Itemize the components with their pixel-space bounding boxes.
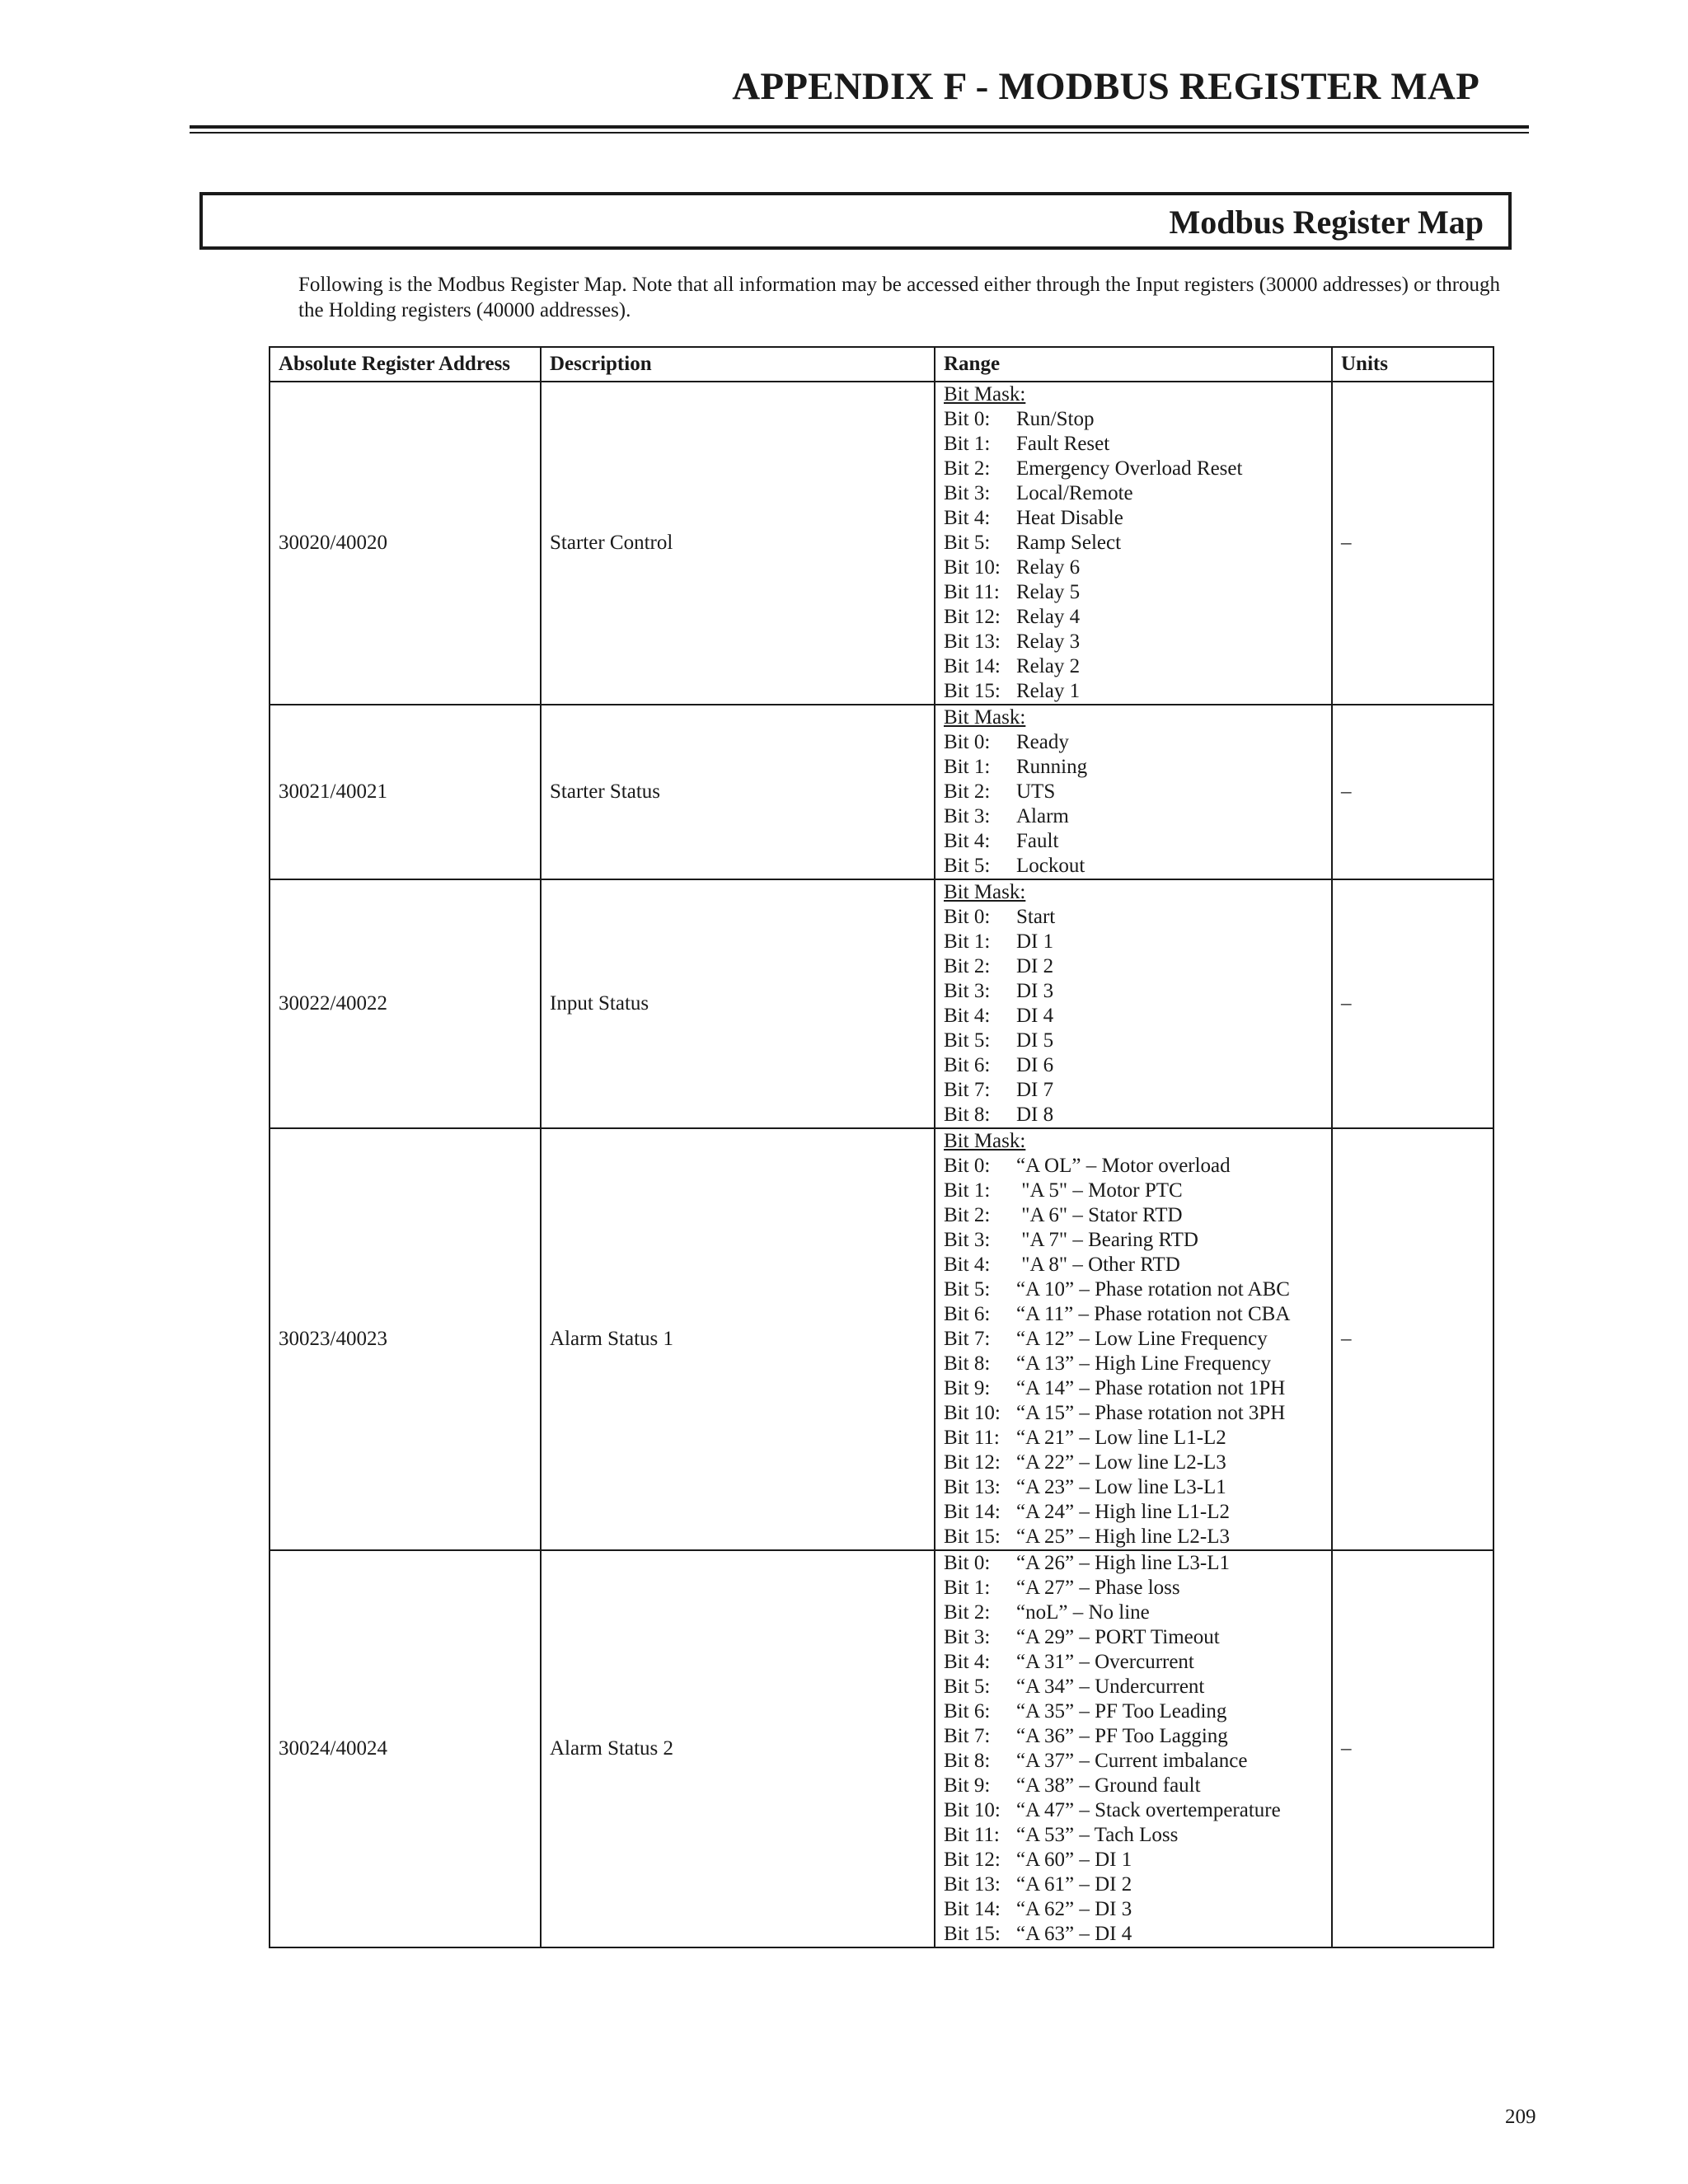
bit-description: DI 4: [1016, 1005, 1054, 1027]
bit-number: Bit 2:: [944, 457, 991, 480]
bit-number: Bit 9:: [944, 1377, 991, 1399]
bit-entry: [944, 1228, 1323, 1253]
bit-description: “A 29” – PORT Timeout: [1016, 1626, 1220, 1648]
bit-entry: [944, 1103, 1323, 1127]
bit-number: Bit 11:: [944, 1824, 1000, 1846]
bit-description: “A 14” – Phase rotation not 1PH: [1016, 1377, 1286, 1399]
bit-number: Bit 4:: [944, 1005, 991, 1027]
bit-number: Bit 3:: [944, 482, 991, 504]
bit-entry: [944, 1004, 1323, 1029]
bit-number: Bit 8:: [944, 1104, 991, 1126]
bit-entry: [944, 1500, 1323, 1525]
register-description: Alarm Status 2: [541, 1550, 935, 1947]
bit-number: Bit 7:: [944, 1079, 991, 1101]
bit-entry: [944, 1426, 1323, 1451]
bit-number: Bit 0:: [944, 731, 991, 753]
bit-entry: [944, 780, 1323, 804]
bit-number: Bit 14:: [944, 655, 1001, 677]
column-header-range: Range: [935, 347, 1332, 382]
bit-number: Bit 13:: [944, 630, 1001, 653]
bit-mask-label: Bit Mask:: [944, 1130, 1026, 1152]
bit-description: “A 25” – High line L2-L3: [1016, 1526, 1230, 1548]
register-description: Starter Control: [541, 382, 935, 705]
bit-description: DI 7: [1016, 1079, 1054, 1101]
bit-entry: [944, 1823, 1323, 1848]
bit-entry: [944, 1749, 1323, 1774]
section-title: Modbus Register Map: [1169, 204, 1484, 241]
bit-description: “A 27” – Phase loss: [1016, 1577, 1180, 1599]
bit-number: Bit 10:: [944, 1402, 1001, 1424]
bit-entry: [944, 407, 1323, 432]
bit-number: Bit 3:: [944, 1626, 991, 1648]
bit-number: Bit 13:: [944, 1873, 1001, 1896]
bit-description: Ready: [1016, 731, 1069, 753]
bit-number: Bit 4:: [944, 1651, 991, 1673]
bit-description: “A OL” – Motor overload: [1016, 1155, 1231, 1177]
bit-number: Bit 15:: [944, 680, 1001, 702]
bit-number: Bit 9:: [944, 1774, 991, 1797]
bit-entry: [944, 1376, 1323, 1401]
bit-entry: [944, 1053, 1323, 1078]
bit-description: Relay 6: [1016, 556, 1081, 579]
bit-entry: [944, 1601, 1323, 1625]
register-description: Input Status: [541, 879, 935, 1128]
bit-entry: [944, 1401, 1323, 1426]
bit-entry: [944, 979, 1323, 1004]
bit-description: Relay 4: [1016, 606, 1081, 628]
bit-entry: [944, 1179, 1323, 1203]
bit-description: “A 53” – Tach Loss: [1016, 1824, 1179, 1846]
header-rule-thin: [190, 132, 1529, 134]
bit-number: Bit 11:: [944, 1427, 1000, 1449]
bit-description: “A 60” – DI 1: [1016, 1849, 1132, 1871]
bit-number: Bit 6:: [944, 1700, 991, 1722]
register-address: 30021/40021: [270, 705, 541, 879]
register-range: [935, 705, 1332, 879]
bit-description: “noL” – No line: [1016, 1601, 1150, 1624]
register-map-table: [269, 346, 1494, 1948]
bit-entry: [944, 854, 1323, 879]
bit-entry: [944, 1154, 1323, 1179]
bit-description: DI 5: [1016, 1029, 1054, 1052]
bit-entry: [944, 1699, 1323, 1724]
bit-description: "A 6" – Stator RTD: [1016, 1204, 1183, 1226]
bit-description: “A 15” – Phase rotation not 3PH: [1016, 1402, 1286, 1424]
bit-entry: [944, 679, 1323, 704]
bit-entry: [944, 654, 1323, 679]
bit-number: Bit 4:: [944, 830, 991, 852]
bit-entry: [944, 1724, 1323, 1749]
bit-number: Bit 5:: [944, 1675, 991, 1698]
bit-number: Bit 1:: [944, 930, 991, 953]
bit-number: Bit 1:: [944, 1577, 991, 1599]
bit-number: Bit 10:: [944, 1799, 1001, 1821]
bit-description: “A 10” – Phase rotation not ABC: [1016, 1278, 1290, 1301]
bit-number: Bit 2:: [944, 1601, 991, 1624]
bit-entry: [944, 730, 1323, 755]
bit-description: “A 35” – PF Too Leading: [1016, 1700, 1227, 1722]
bit-number: Bit 0:: [944, 408, 991, 430]
bit-number: Bit 8:: [944, 1750, 991, 1772]
bit-entry: [944, 905, 1323, 930]
bit-description: Heat Disable: [1016, 507, 1123, 529]
bit-description: “A 26” – High line L3-L1: [1016, 1552, 1230, 1574]
bit-description: “A 12” – Low Line Frequency: [1016, 1328, 1268, 1350]
column-header-units: Units: [1332, 347, 1493, 382]
bit-description: Local/Remote: [1016, 482, 1133, 504]
bit-number: Bit 12:: [944, 1451, 1001, 1474]
table-row: [270, 382, 1493, 705]
bit-description: Relay 2: [1016, 655, 1081, 677]
register-units: –: [1332, 1128, 1493, 1550]
register-address: 30022/40022: [270, 879, 541, 1128]
bit-entry: [944, 1327, 1323, 1352]
bit-number: Bit 2:: [944, 1204, 991, 1226]
bit-number: Bit 10:: [944, 556, 1001, 579]
bit-entry: [944, 1302, 1323, 1327]
bit-number: Bit 3:: [944, 980, 991, 1002]
bit-description: “A 34” – Undercurrent: [1016, 1675, 1205, 1698]
appendix-title: APPENDIX F - MODBUS REGISTER MAP: [732, 65, 1479, 108]
bit-entry: [944, 630, 1323, 654]
bit-number: Bit 5:: [944, 1029, 991, 1052]
bit-number: Bit 14:: [944, 1501, 1001, 1523]
bit-number: Bit 7:: [944, 1328, 991, 1350]
bit-entry: [944, 755, 1323, 780]
register-table-body: [270, 382, 1493, 1947]
bit-description: “A 36” – PF Too Lagging: [1016, 1725, 1228, 1747]
register-units: –: [1332, 705, 1493, 879]
bit-description: DI 2: [1016, 955, 1054, 977]
bit-description: Relay 5: [1016, 581, 1081, 603]
bit-number: Bit 1:: [944, 433, 991, 455]
bit-entry: [944, 954, 1323, 979]
bit-entry: [944, 1650, 1323, 1675]
bit-entry: [944, 531, 1323, 555]
bit-number: Bit 13:: [944, 1476, 1001, 1498]
bit-entry: [944, 1625, 1323, 1650]
bit-entry: [944, 432, 1323, 457]
bit-entry: [944, 804, 1323, 829]
bit-description: "A 7" – Bearing RTD: [1016, 1229, 1198, 1251]
bit-description: DI 1: [1016, 930, 1054, 953]
bit-description: "A 8" – Other RTD: [1016, 1254, 1180, 1276]
bit-number: Bit 3:: [944, 805, 991, 827]
bit-description: Fault Reset: [1016, 433, 1110, 455]
bit-mask-label: Bit Mask:: [944, 706, 1026, 729]
bit-number: Bit 5:: [944, 855, 991, 877]
table-header-row: [270, 347, 1493, 382]
bit-entry: [944, 1203, 1323, 1228]
bit-description: “A 37” – Current imbalance: [1016, 1750, 1248, 1772]
bit-entry: [944, 829, 1323, 854]
bit-number: Bit 12:: [944, 606, 1001, 628]
bit-number: Bit 0:: [944, 1155, 991, 1177]
header-rule: [190, 125, 1529, 129]
bit-number: Bit 4:: [944, 507, 991, 529]
bit-entry: [944, 1277, 1323, 1302]
bit-description: “A 13” – High Line Frequency: [1016, 1352, 1271, 1375]
bit-number: Bit 7:: [944, 1725, 991, 1747]
table-row: [270, 879, 1493, 1128]
register-range: [935, 879, 1332, 1128]
page-number: 209: [1505, 2106, 1536, 2128]
section-title-box: [199, 192, 1512, 250]
column-header-description: Description: [541, 347, 935, 382]
bit-number: Bit 5:: [944, 1278, 991, 1301]
bit-entry: [944, 555, 1323, 580]
bit-description: DI 8: [1016, 1104, 1054, 1126]
bit-description: “A 22” – Low line L2-L3: [1016, 1451, 1226, 1474]
register-range: [935, 1550, 1332, 1947]
table-row: [270, 1550, 1493, 1947]
bit-mask-label: Bit Mask:: [944, 881, 1026, 903]
bit-number: Bit 3:: [944, 1229, 991, 1251]
register-range: [935, 1128, 1332, 1550]
register-address: 30023/40023: [270, 1128, 541, 1550]
bit-description: Alarm: [1016, 805, 1069, 827]
bit-description: “A 38” – Ground fault: [1016, 1774, 1201, 1797]
bit-entry: [944, 1897, 1323, 1922]
bit-description: DI 3: [1016, 980, 1054, 1002]
register-units: –: [1332, 382, 1493, 705]
bit-number: Bit 0:: [944, 1552, 991, 1574]
bit-description: “A 23” – Low line L3-L1: [1016, 1476, 1226, 1498]
bit-number: Bit 6:: [944, 1054, 991, 1076]
table-row: [270, 1128, 1493, 1550]
bit-number: Bit 14:: [944, 1898, 1001, 1920]
bit-number: Bit 2:: [944, 780, 991, 803]
bit-number: Bit 5:: [944, 532, 991, 554]
bit-description: DI 6: [1016, 1054, 1054, 1076]
bit-description: “A 11” – Phase rotation not CBA: [1016, 1303, 1291, 1325]
bit-description: Fault: [1016, 830, 1059, 852]
register-description: Starter Status: [541, 705, 935, 879]
bit-description: “A 62” – DI 3: [1016, 1898, 1132, 1920]
bit-entry: [944, 1451, 1323, 1475]
bit-entry: [944, 1675, 1323, 1699]
register-description: Alarm Status 1: [541, 1128, 935, 1550]
bit-entry: [944, 1475, 1323, 1500]
bit-description: Relay 1: [1016, 680, 1081, 702]
bit-mask-label: Bit Mask:: [944, 383, 1026, 405]
bit-number: Bit 0:: [944, 906, 991, 928]
register-address: 30020/40020: [270, 382, 541, 705]
bit-entry: [944, 1774, 1323, 1798]
bit-description: "A 5" – Motor PTC: [1016, 1179, 1183, 1202]
bit-entry: [944, 506, 1323, 531]
bit-description: “A 63” – DI 4: [1016, 1923, 1132, 1945]
bit-description: Emergency Overload Reset: [1016, 457, 1243, 480]
bit-entry: [944, 605, 1323, 630]
bit-description: “A 21” – Low line L1-L2: [1016, 1427, 1226, 1449]
register-units: –: [1332, 1550, 1493, 1947]
bit-number: Bit 1:: [944, 1179, 991, 1202]
intro-paragraph: Following is the Modbus Register Map. Note that all information may be accessed either through the Input registers (30000 addresses) or through the Holding registers (40000 addresses).: [298, 274, 1501, 321]
bit-number: Bit 1:: [944, 756, 991, 778]
bit-entry: [944, 481, 1323, 506]
bit-entry: [944, 1352, 1323, 1376]
bit-number: Bit 2:: [944, 955, 991, 977]
bit-description: “A 24” – High line L1-L2: [1016, 1501, 1230, 1523]
bit-entry: [944, 1078, 1323, 1103]
bit-entry: [944, 1922, 1323, 1947]
bit-description: Run/Stop: [1016, 408, 1095, 430]
bit-description: Start: [1016, 906, 1056, 928]
bit-number: Bit 8:: [944, 1352, 991, 1375]
bit-description: Running: [1016, 756, 1088, 778]
bit-number: Bit 12:: [944, 1849, 1001, 1871]
register-units: –: [1332, 879, 1493, 1128]
bit-description: Lockout: [1016, 855, 1085, 877]
bit-number: Bit 4:: [944, 1254, 991, 1276]
bit-entry: [944, 1848, 1323, 1872]
bit-entry: [944, 930, 1323, 954]
bit-entry: [944, 1525, 1323, 1549]
bit-number: Bit 15:: [944, 1526, 1001, 1548]
bit-number: Bit 6:: [944, 1303, 991, 1325]
bit-entry: [944, 1576, 1323, 1601]
bit-entry: [944, 1872, 1323, 1897]
bit-number: Bit 15:: [944, 1923, 1001, 1945]
bit-number: Bit 11:: [944, 581, 1000, 603]
bit-description: Relay 3: [1016, 630, 1081, 653]
bit-entry: [944, 1798, 1323, 1823]
bit-description: “A 47” – Stack overtemperature: [1016, 1799, 1281, 1821]
bit-description: UTS: [1016, 780, 1056, 803]
bit-description: “A 61” – DI 2: [1016, 1873, 1132, 1896]
bit-entry: [944, 580, 1323, 605]
bit-entry: [944, 1253, 1323, 1277]
table-row: [270, 705, 1493, 879]
bit-entry: [944, 457, 1323, 481]
register-range: [935, 382, 1332, 705]
bit-description: Ramp Select: [1016, 532, 1122, 554]
column-header-address: Absolute Register Address: [270, 347, 541, 382]
bit-entry: [944, 1551, 1323, 1576]
bit-entry: [944, 1029, 1323, 1053]
bit-description: “A 31” – Overcurrent: [1016, 1651, 1194, 1673]
register-address: 30024/40024: [270, 1550, 541, 1947]
